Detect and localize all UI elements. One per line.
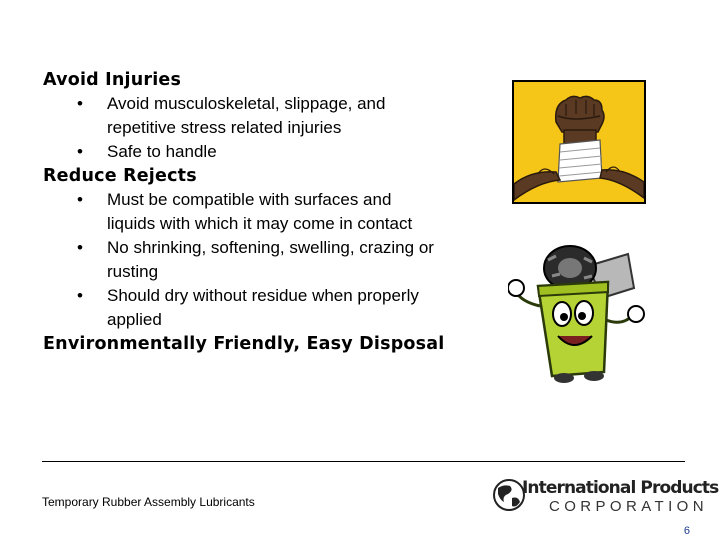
bullet-line: repetitive stress related injuries	[107, 118, 342, 137]
bullet-item	[43, 140, 513, 164]
bullet-glyph: •	[77, 286, 83, 305]
bullet-glyph: •	[77, 94, 83, 113]
company-logo	[492, 472, 719, 518]
section-heading: Reduce Rejects	[43, 166, 197, 186]
bullet-glyph: •	[77, 190, 83, 209]
section-heading: Avoid Injuries	[43, 70, 182, 90]
footer-title: Temporary Rubber Assembly Lubricants	[42, 495, 255, 509]
footer-divider	[42, 461, 685, 462]
recycle-bin-mascot-illustration	[508, 236, 652, 384]
page-number: 6	[683, 525, 690, 537]
globe-icon	[492, 476, 526, 514]
bullet-item	[43, 236, 513, 284]
bullet-line: Should dry without residue when properly	[107, 286, 419, 305]
logo-line-1: International Products	[522, 478, 719, 498]
bandaged-fist-icon	[512, 80, 646, 204]
bullet-glyph: •	[77, 142, 83, 161]
logo-line-2: CORPORATION	[549, 498, 708, 515]
bullet-line: Avoid musculoskeletal, slippage, and	[107, 94, 386, 113]
bandaged-fist-illustration	[514, 82, 644, 202]
bullet-line: Must be compatible with surfaces and	[107, 190, 392, 209]
bullet-line: liquids with which it may come in contact	[107, 214, 413, 233]
slide-content	[43, 68, 513, 356]
bullet-item	[43, 188, 513, 236]
bullet-line: Safe to handle	[107, 142, 217, 161]
bullet-glyph: •	[77, 238, 83, 257]
bullet-item	[43, 284, 513, 332]
section-heading: Environmentally Friendly, Easy Disposal	[43, 334, 445, 354]
bullet-item	[43, 92, 513, 140]
recycle-bin-mascot-icon	[508, 236, 652, 384]
bullet-line: applied	[107, 310, 162, 329]
bullet-line: No shrinking, softening, swelling, crazing or	[107, 238, 434, 257]
bullet-line: rusting	[107, 262, 159, 281]
